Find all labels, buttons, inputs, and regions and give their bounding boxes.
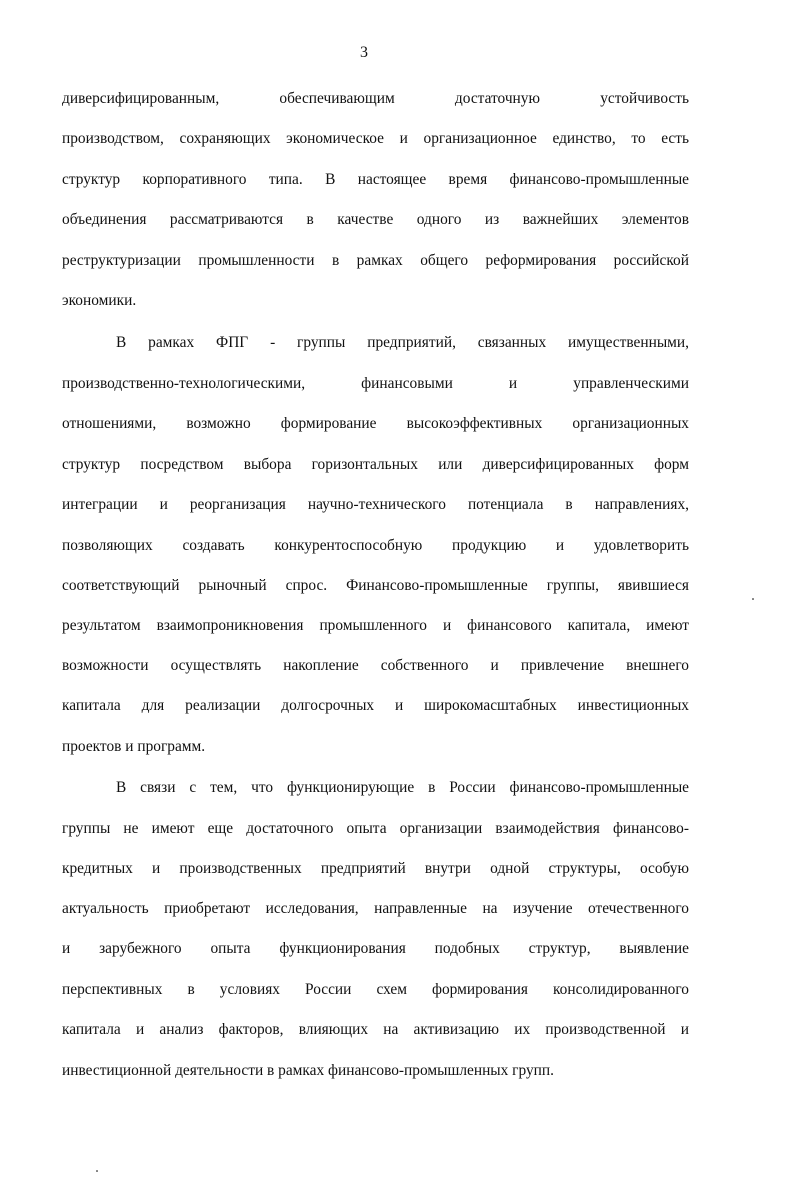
text-line: отношениями, возможно формирование высокоэффективных организационных	[62, 415, 689, 432]
text-line: перспективных в условиях России схем формирования консолидированного	[62, 981, 689, 998]
text-line: актуальность приобретают исследования, направленные на изучение отечественного	[62, 900, 689, 917]
text-line: интеграции и реорганизация научно-технического потенциала в направлениях,	[62, 496, 689, 513]
text-line: производством, сохраняющих экономическое и организационное единство, то есть	[62, 130, 689, 147]
text-line: инвестиционной деятельности в рамках финансово-промышленных групп.	[62, 1062, 555, 1079]
text-line: объединения рассматриваются в качестве одного из важнейших элементов	[62, 211, 689, 228]
text-line: производственно-технологическими, финансовыми и управленческими	[62, 375, 689, 392]
text-line: капитала для реализации долгосрочных и широкомасштабных инвестиционных	[62, 697, 689, 714]
text-line: структур корпоративного типа. В настоящее время финансово-промышленные	[62, 171, 689, 188]
scan-speck	[752, 598, 754, 600]
text-line: и зарубежного опыта функционирования подобных структур, выявление	[62, 940, 689, 957]
text-line: группы не имеют еще достаточного опыта организации взаимодействия финансово-	[62, 820, 689, 837]
text-line: капитала и анализ факторов, влияющих на активизацию их производственной и	[62, 1021, 689, 1038]
text-line: кредитных и производственных предприятий внутри одной структуры, особую	[62, 860, 689, 877]
text-line: возможности осуществлять накопление собственного и привлечение внешнего	[62, 657, 689, 674]
text-line: позволяющих создавать конкурентоспособную продукцию и удовлетворить	[62, 537, 689, 554]
text-line: экономики.	[62, 292, 137, 309]
scan-speck	[96, 1170, 98, 1172]
text-line: диверсифицированным, обеспечивающим достаточную устойчивость	[62, 90, 689, 107]
text-line: результатом взаимопроникновения промышленного и финансового капитала, имеют	[62, 617, 689, 634]
text-line: реструктуризации промышленности в рамках общего реформирования российской	[62, 252, 689, 269]
text-line: структур посредством выбора горизонтальных или диверсифицированных форм	[62, 456, 689, 473]
page-number: 3	[360, 44, 368, 61]
text-line: соответствующий рыночный спрос. Финансово-промышленные группы, явившиеся	[62, 577, 689, 594]
text-line: В связи с тем, что функционирующие в России финансово-промышленные	[116, 779, 689, 796]
text-line: проектов и программ.	[62, 738, 206, 755]
text-line: В рамках ФПГ - группы предприятий, связанных имущественными,	[116, 334, 689, 351]
